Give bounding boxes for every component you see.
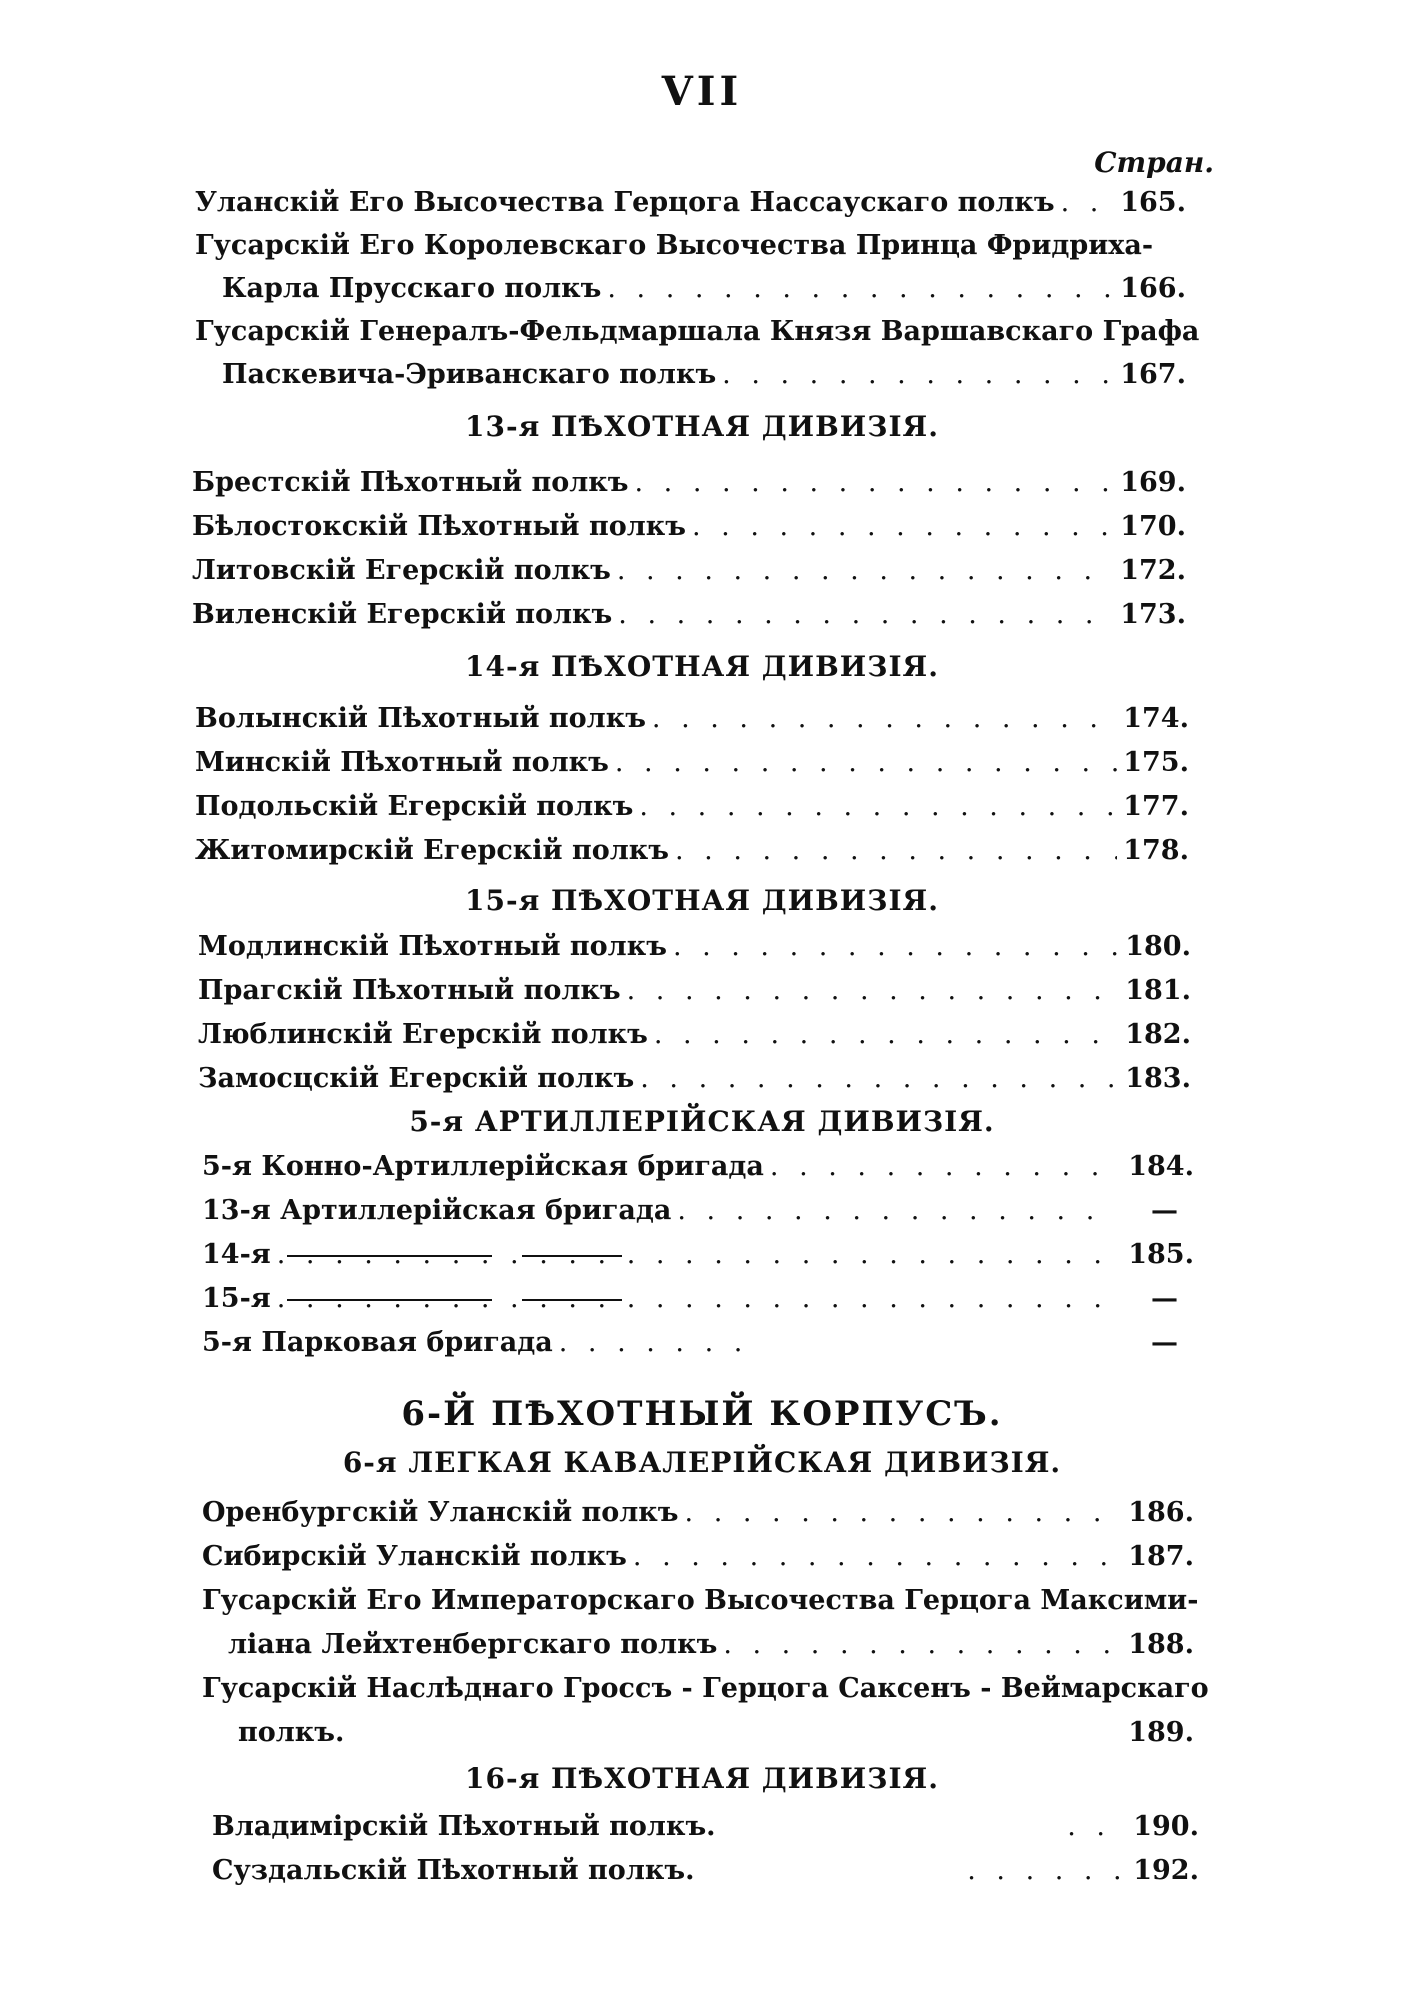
entry-title: 5-я Парковая бригада [202,1327,553,1358]
toc-entry [202,1150,1194,1184]
toc-entry [198,1018,1191,1052]
entry-page: 167. [1120,359,1186,390]
leader-dots [652,702,1117,736]
toc-entry [195,834,1189,868]
leader-dots [685,1496,1123,1530]
entry-title: Минскій Пѣхотный полкъ [195,747,609,778]
toc-entry [212,1810,1199,1844]
entry-title-line: Гусарскій Его Императорскаго Высочества Герцога Максими- [202,1585,1199,1616]
leader-dots [723,1628,1122,1662]
entry-page: 172. [1120,555,1186,586]
entry-page: 185. [1128,1239,1194,1270]
entry-page: 175. [1123,747,1189,778]
leader-dots [677,1194,1110,1228]
entry-title: Модлинскій Пѣхотный полкъ [198,931,667,962]
entry-page: 182. [1125,1019,1191,1050]
entry-page: 184. [1128,1151,1194,1182]
ditto-dash [287,1255,492,1257]
entry-title: Люблинскій Егерскій полкъ [198,1019,648,1050]
entry-page: 190. [1133,1811,1199,1842]
entry-title: Подольскій Егерскій полкъ [195,791,634,822]
entry-page: 186. [1128,1497,1194,1528]
entry-page: 180. [1125,931,1191,962]
section-heading: 6-я ЛЕГКАЯ КАВАЛЕРІЙСКАЯ ДИВИЗІЯ. [342,1446,1062,1479]
toc-entry [238,1716,1194,1750]
entry-page: — [1151,1283,1178,1314]
leader-dots [639,790,1117,824]
leader-dots [635,466,1115,500]
leader-dots [618,598,1114,632]
leader-dots [627,974,1120,1008]
entry-title: 15-я [202,1283,271,1314]
corps-heading: 6-Й ПѢХОТНЫЙ КОРПУСЪ. [401,1394,1003,1434]
entry-title: Владимірскій Пѣхотный полкъ. [212,1811,716,1842]
leader-dots [559,1326,759,1360]
entry-title: 5-я Конно-Артиллерійская бригада [202,1151,764,1182]
entry-page: 174. [1123,703,1189,734]
toc-entry [222,358,1186,392]
entry-page: 165. [1120,187,1186,218]
entry-title: Оренбургскій Уланскій полкъ [202,1497,679,1528]
toc-entry [222,272,1186,306]
toc-entry [202,1496,1194,1530]
entry-title: Паскевича-Эриванскаго полкъ [222,359,717,390]
entry-title: 13-я Артиллерійская бригада [202,1195,672,1226]
entry-page: 173. [1120,599,1186,630]
leader-dots [654,1018,1119,1052]
entry-title-line: Гусарскій Генералъ-Фельдмаршала Князя Варшавскаго Графа [195,316,1200,347]
entry-title: 14-я [202,1239,271,1270]
entry-page: 177. [1123,791,1189,822]
entry-page: 188. [1128,1629,1194,1660]
page-column-header: Стран. [1094,146,1214,179]
toc-entry [192,466,1186,500]
leader-dots [675,834,1117,868]
toc-entry [198,930,1191,964]
entry-title: Бѣлостокскій Пѣхотный полкъ [192,511,686,542]
section-heading: 13-я ПѢХОТНАЯ ДИВИЗІЯ. [465,410,939,443]
entry-title-line: Гусарскій Его Королевскаго Высочества Принца Фридриха- [195,230,1154,261]
entry-title: Карла Прусскаго полкъ [222,273,602,304]
entry-title: Виленскій Егерскій полкъ [192,599,613,630]
leader-dots [967,1854,1127,1888]
toc-entry [198,974,1191,1008]
leader-dots [615,746,1117,780]
toc-entry [202,1238,1194,1272]
leader-dots [607,272,1114,306]
leader-dots [722,358,1114,392]
ditto-dash [522,1255,622,1257]
leader-dots [277,1282,1110,1316]
leader-dots [770,1150,1122,1184]
entry-title: Литовскій Егерскій полкъ [192,555,611,586]
entry-title: Замосцскій Егерскій полкъ [198,1063,635,1094]
entry-title: полкъ. [238,1717,345,1748]
entry-page: 166. [1120,273,1186,304]
leader-dots [617,554,1114,588]
toc-entry [192,554,1186,588]
toc-entry [195,790,1189,824]
toc-entry [202,1194,1178,1228]
entry-page: 189. [1128,1717,1194,1748]
entry-page: 178. [1123,835,1189,866]
toc-entry [212,1854,1199,1888]
entry-page: 181. [1125,975,1191,1006]
leader-dots [633,1540,1122,1574]
toc-entry [195,186,1186,220]
entry-page: 170. [1120,511,1186,542]
leader-dots [277,1238,1123,1272]
leader-dots [692,510,1114,544]
toc-entry [202,1282,1178,1316]
leader-dots [673,930,1119,964]
entry-page: — [1151,1327,1178,1358]
section-heading: 5-я АРТИЛЛЕРІЙСКАЯ ДИВИЗІЯ. [409,1105,995,1138]
toc-entry [195,746,1189,780]
ditto-dash [522,1299,622,1301]
ditto-dash [287,1299,492,1301]
entry-title: ліана Лейхтенбергскаго полкъ [228,1629,718,1660]
entry-title: Уланскій Его Высочества Герцога Нассаускаго полкъ [195,187,1055,218]
entry-title-line: Гусарскій Наслѣднаго Гроссъ - Герцога Саксенъ - Веймарскаго [202,1673,1209,1704]
toc-entry [192,598,1186,632]
leader-dots [1067,1810,1127,1844]
page-number: VII [661,68,743,115]
section-heading: 14-я ПѢХОТНАЯ ДИВИЗІЯ. [465,650,939,683]
toc-entry [202,1540,1194,1574]
toc-entry [202,1326,1178,1360]
entry-title: Волынскій Пѣхотный полкъ [195,703,646,734]
entry-title: Брестскій Пѣхотный полкъ [192,467,629,498]
toc-entry [195,702,1189,736]
entry-title: Прагскій Пѣхотный полкъ [198,975,621,1006]
toc-entry [198,1062,1191,1096]
section-heading: 15-я ПѢХОТНАЯ ДИВИЗІЯ. [465,884,939,917]
section-heading: 16-я ПѢХОТНАЯ ДИВИЗІЯ. [465,1762,939,1795]
entry-page: 187. [1128,1541,1194,1572]
leader-dots [1061,186,1115,220]
toc-entry [192,510,1186,544]
toc-entry [228,1628,1194,1662]
entry-page: 169. [1120,467,1186,498]
entry-page: 183. [1125,1063,1191,1094]
leader-dots [640,1062,1119,1096]
entry-title: Житомирскій Егерскій полкъ [195,835,669,866]
entry-page: 192. [1133,1855,1199,1886]
entry-title: Суздальскій Пѣхотный полкъ. [212,1855,695,1886]
entry-page: — [1151,1195,1178,1226]
entry-title: Сибирскій Уланскій полкъ [202,1541,627,1572]
